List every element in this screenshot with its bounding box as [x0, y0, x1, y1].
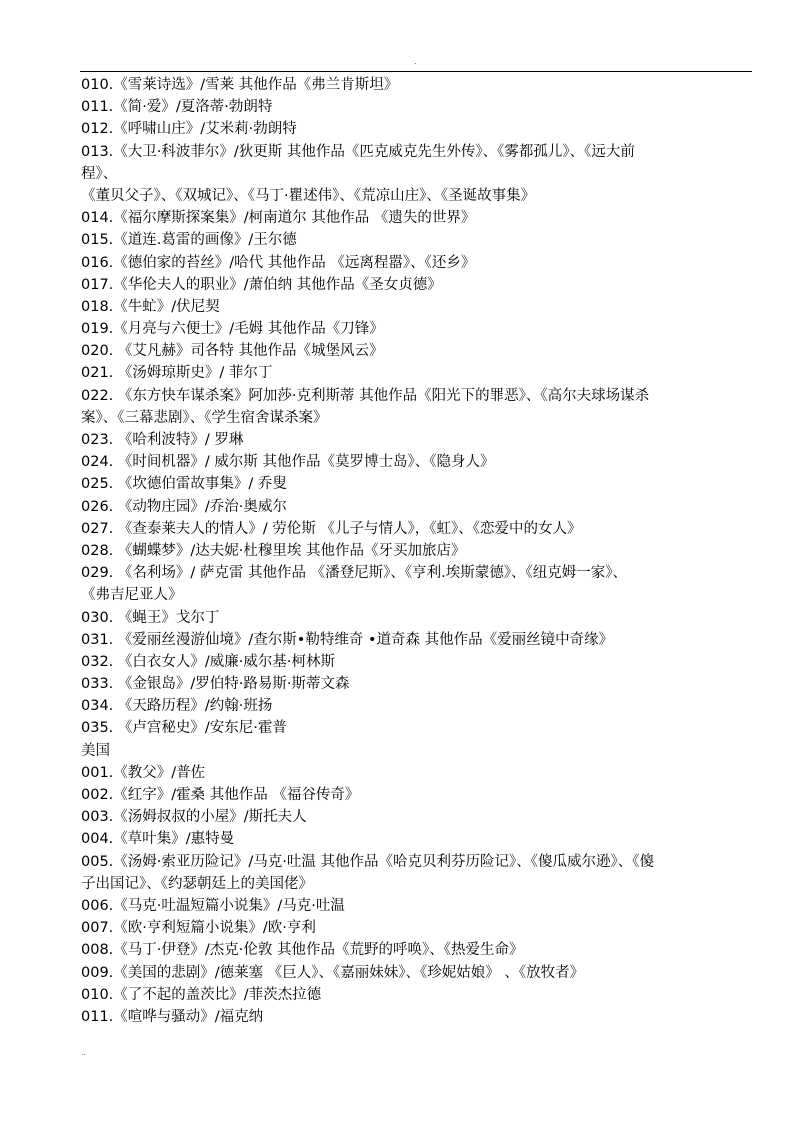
list-item: 010.《雪莱诗选》/雪莱 其他作品《弗兰肯斯坦》 — [81, 77, 399, 93]
list-item: 002.《红字》/霍桑 其他作品 《福谷传奇》 — [81, 787, 360, 803]
header-dot: . — [414, 57, 417, 66]
list-item: 008.《马丁·伊登》/杰克·伦敦 其他作品《荒野的呼唤》、《热爱生命》 — [81, 942, 524, 959]
list-item: 019.《月亮与六便士》/毛姆 其他作品《刀锋》 — [81, 321, 384, 338]
list-item: 013.《大卫·科波菲尔》/狄更斯 其他作品《匹克威克先生外传》、《雾都孤儿》、《远大前 — [81, 143, 635, 160]
list-item: 案》、《三幕悲剧》、《学生宿舍谋杀案》 — [81, 409, 328, 426]
list-item: 031. 《爱丽丝漫游仙境》/查尔斯•勒特维奇 •道奇森 其他作品《爱丽丝镜中奇缘》 — [81, 631, 614, 648]
book-list — [81, 74, 753, 1028]
list-item: 015.《道连.葛雷的画像》/王尔德 — [81, 232, 297, 249]
list-item: 022. 《东方快车谋杀案》阿加莎·克利斯蒂 其他作品《阳光下的罪恶》、《高尔夫球场谋杀 — [81, 387, 650, 404]
list-item: 034. 《天路历程》/约翰·班扬 — [81, 698, 273, 715]
list-item: 025. 《坎德伯雷故事集》/ 乔叟 — [81, 476, 287, 493]
list-item: 020. 《艾凡赫》司各特 其他作品《城堡风云》 — [81, 343, 384, 360]
list-item: 026. 《动物庄园》/乔治·奥威尔 — [81, 498, 287, 515]
list-item: 007.《欧·亨利短篇小说集》/欧·亨利 — [81, 920, 316, 937]
list-item: 024. 《时间机器》/ 威尔斯 其他作品《莫罗博士岛》、《隐身人》 — [81, 454, 495, 471]
footer-dots: .. — [81, 1048, 87, 1057]
list-item: 021. 《汤姆琼斯史》/ 菲尔丁 — [81, 365, 273, 382]
list-item: 011.《简·爱》/夏洛蒂·勃朗特 — [81, 99, 273, 116]
list-item: 《弗吉尼亚人》 — [81, 587, 183, 604]
list-item: 029. 《名利场》/ 萨克雷 其他作品 《潘登尼斯》、《亨利.埃斯蒙德》、《纽克姆一家》、 — [81, 565, 627, 582]
list-item: 003.《汤姆叔叔的小屋》/斯托夫人 — [81, 809, 307, 826]
list-item: 012.《呼啸山庄》/艾米莉·勃朗特 — [81, 121, 297, 138]
list-item: 010.《了不起的盖茨比》/菲茨杰拉德 — [81, 986, 322, 1003]
list-item: 《董贝父子》、《双城记》、《马丁·瞿述伟》、《荒凉山庄》、《圣诞故事集》 — [81, 187, 536, 204]
list-item: 027. 《查泰莱夫人的情人》/ 劳伦斯 《儿子与情人》，《虹》、《恋爱中的女人》 — [81, 520, 582, 537]
list-item: 014.《福尔摩斯探案集》/柯南道尔 其他作品 《遗失的世界》 — [81, 210, 476, 227]
list-item: 032. 《白衣女人》/威廉·威尔基·柯林斯 — [81, 653, 335, 670]
list-item: 程》、 — [81, 165, 118, 182]
list-item: 001.《教父》/普佐 — [81, 764, 206, 781]
list-item: 017.《华伦夫人的职业》/萧伯纳 其他作品《圣女贞德》 — [81, 276, 442, 293]
list-item: 006.《马克·吐温短篇小说集》/马克·吐温 — [81, 897, 345, 914]
section-heading-usa: 美国 — [81, 742, 110, 759]
list-item: 018.《牛虻》/伏尼契 — [81, 298, 220, 315]
list-item: 子出国记》、《约瑟朝廷上的美国佬》 — [81, 875, 313, 892]
list-item: 035. 《卢宫秘史》/安东尼·霍普 — [81, 720, 287, 737]
list-item: 016.《德伯家的苔丝》/哈代 其他作品 《远离程嚣》、《还乡》 — [81, 254, 476, 271]
list-item: 033. 《金银岛》/罗伯特·路易斯·斯蒂文森 — [81, 676, 350, 693]
list-item: 009.《美国的悲剧》/德莱塞 《巨人》、《嘉丽妹妹》、《珍妮姑娘》 、《放牧者》 — [81, 964, 585, 981]
list-item: 005.《汤姆·索亚历险记》/马克·吐温 其他作品《哈克贝利芬历险记》、《傻瓜威尔逊》、《傻 — [81, 853, 654, 870]
list-item: 023. 《哈利波特》/ 罗琳 — [81, 432, 244, 448]
list-item: 028. 《蝴蝶梦》/达夫妮·杜穆里埃 其他作品《牙买加旅店》 — [81, 542, 466, 559]
list-item: 030. 《蝇王》戈尔丁 — [81, 609, 220, 626]
header-rule — [80, 71, 752, 72]
list-item: 004.《草叶集》/惠特曼 — [81, 831, 235, 848]
list-item: 011.《喧哗与骚动》/福克纳 — [81, 1008, 264, 1025]
